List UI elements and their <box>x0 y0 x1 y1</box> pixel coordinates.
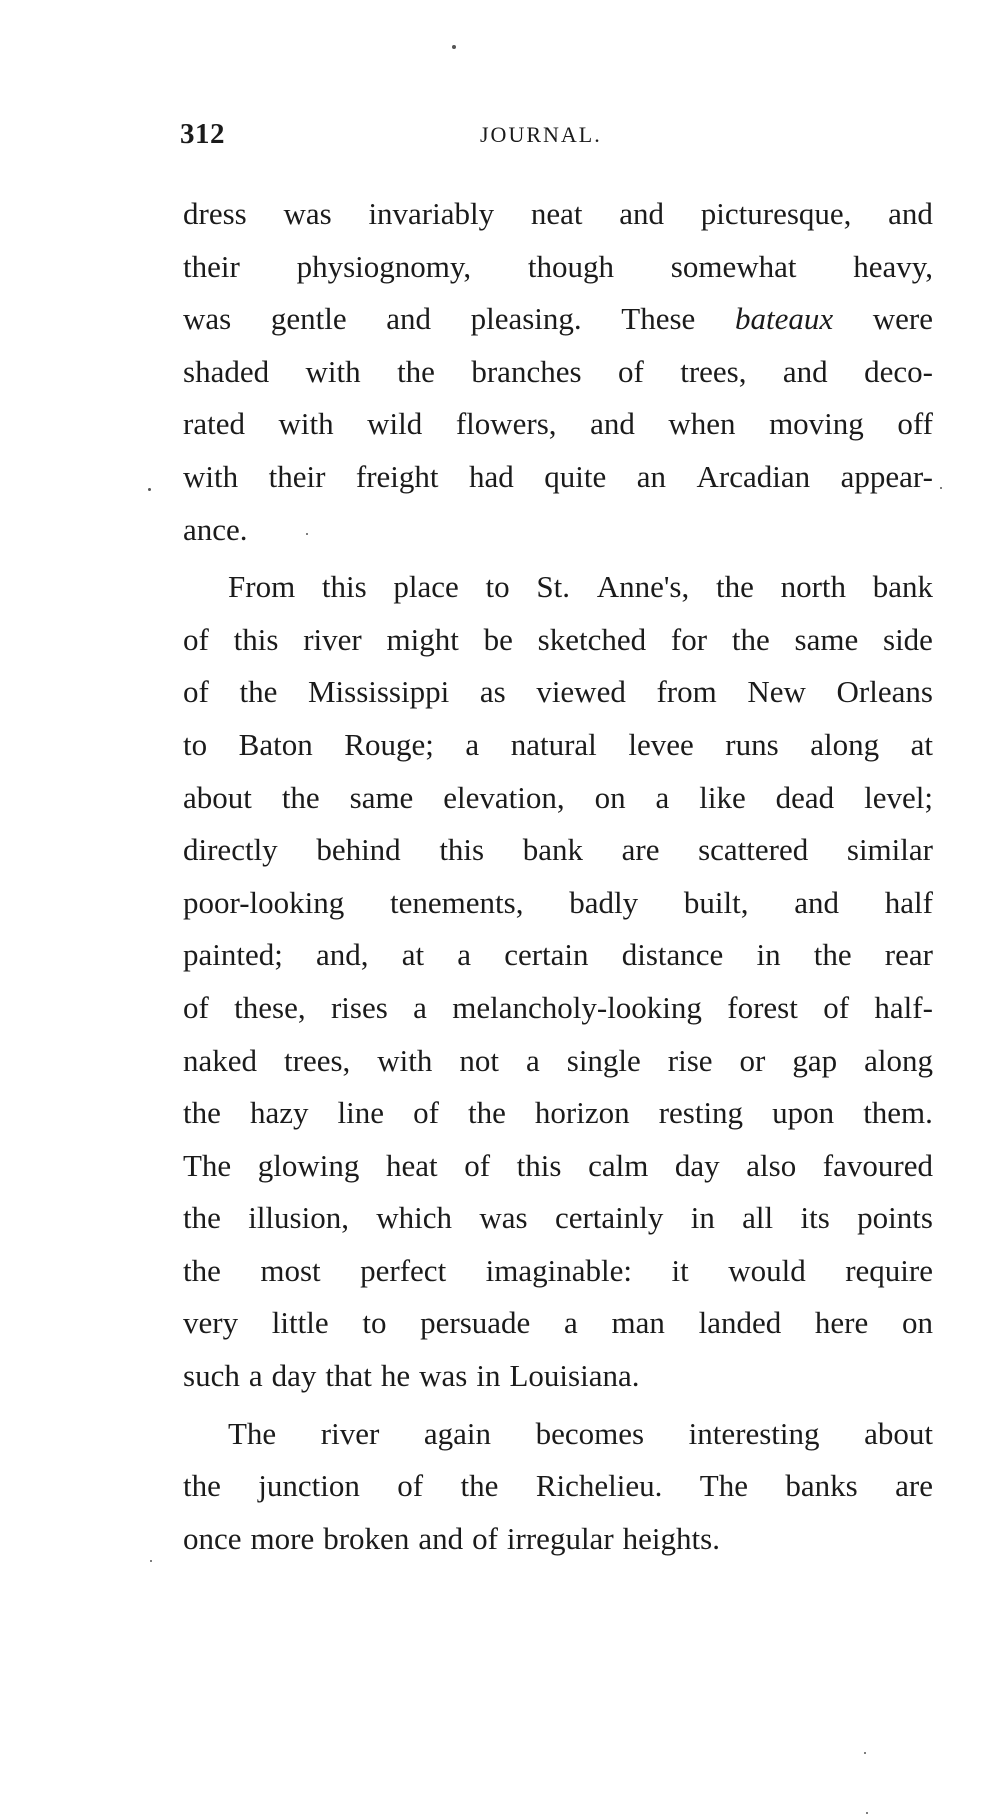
word: in <box>690 1200 715 1236</box>
text-line <box>183 1035 933 1088</box>
word: picturesque, <box>700 196 852 231</box>
word: resting <box>658 1095 744 1131</box>
text-line <box>183 1460 933 1513</box>
paragraph <box>183 561 933 1403</box>
word: rises <box>330 989 388 1025</box>
word: which <box>376 1200 453 1236</box>
word: invariably <box>368 196 495 231</box>
word: and <box>782 353 828 389</box>
word: deco- <box>864 353 933 389</box>
word: moving <box>769 406 864 442</box>
word: was <box>183 301 232 337</box>
text-line <box>183 1192 933 1245</box>
word: of <box>413 1095 439 1131</box>
word: with <box>278 406 334 442</box>
text-line <box>183 666 933 719</box>
word: landed <box>698 1305 782 1341</box>
word: branches <box>471 353 582 389</box>
text-line <box>183 1245 933 1298</box>
word: for <box>670 621 708 657</box>
word: in <box>476 1358 501 1394</box>
word: gentle <box>270 301 347 337</box>
word: half- <box>874 989 933 1025</box>
word: place <box>393 569 459 605</box>
word: Richelieu. <box>535 1468 663 1504</box>
word: New <box>747 674 806 710</box>
word: a <box>457 937 472 973</box>
text-line <box>183 1408 933 1461</box>
word: rear <box>884 937 933 973</box>
word: a <box>526 1042 540 1078</box>
word: the <box>715 569 754 605</box>
word: favoured <box>822 1147 933 1183</box>
word: calm <box>588 1147 649 1183</box>
word: was <box>419 1358 468 1394</box>
text-line <box>183 929 933 982</box>
word: of <box>183 989 209 1025</box>
word: once <box>183 1520 242 1556</box>
word: with <box>377 1042 433 1078</box>
word: broken <box>323 1520 410 1556</box>
running-head: JOURNAL. <box>480 122 602 147</box>
word: river <box>303 621 362 657</box>
text-line <box>183 1297 933 1350</box>
word: sketched <box>537 621 647 657</box>
word: in <box>756 937 781 973</box>
word: river <box>320 1415 380 1451</box>
text-line <box>183 398 933 451</box>
word: the <box>281 779 320 815</box>
word: would <box>728 1252 806 1288</box>
word: Orleans <box>836 674 933 710</box>
word: From <box>228 569 296 605</box>
word: similar <box>846 832 933 868</box>
word: this <box>233 621 279 657</box>
word: when <box>668 406 736 442</box>
word: The <box>699 1468 748 1504</box>
word: Louisiana. <box>509 1358 640 1394</box>
word: about <box>183 779 252 815</box>
word: or <box>739 1042 766 1078</box>
word: and <box>418 1520 464 1556</box>
text-line <box>183 1513 933 1566</box>
word: them. <box>863 1095 933 1131</box>
word: line <box>337 1095 385 1131</box>
word: are <box>895 1468 933 1504</box>
word: rated <box>183 406 245 442</box>
scan-speck <box>864 1752 866 1754</box>
word: wild <box>367 406 423 442</box>
word: neat <box>530 196 583 231</box>
word: about <box>864 1415 933 1451</box>
word: quite <box>544 458 607 494</box>
word: of <box>183 621 209 657</box>
word: the <box>183 1095 221 1131</box>
word: trees, <box>284 1042 351 1078</box>
word: runs <box>725 726 779 762</box>
word: from <box>656 674 717 710</box>
word: of <box>823 989 850 1025</box>
scan-speck <box>940 487 942 489</box>
word: tenements, <box>390 884 524 920</box>
word: their <box>268 458 326 494</box>
word: this <box>439 832 485 868</box>
text-line <box>183 451 933 504</box>
word: the <box>467 1095 506 1131</box>
word: these, <box>234 989 306 1025</box>
text-line <box>183 1140 933 1193</box>
word: this <box>321 569 367 605</box>
word: certainly <box>554 1200 664 1236</box>
word: same <box>794 621 859 657</box>
word: and <box>386 301 431 337</box>
word: day <box>674 1147 720 1183</box>
word: Baton <box>238 726 313 762</box>
word: and, <box>316 937 369 973</box>
word: ance. <box>183 511 248 547</box>
word: had <box>469 458 514 494</box>
word: not <box>459 1042 500 1078</box>
word: naked <box>183 1042 258 1078</box>
text-line <box>183 561 933 614</box>
word: their <box>183 248 240 284</box>
text-line <box>183 241 933 294</box>
word: gap <box>792 1042 838 1078</box>
word: little <box>271 1305 329 1341</box>
word: be <box>483 621 513 657</box>
word: pleasing. <box>470 301 582 337</box>
word: dead <box>775 779 835 815</box>
word: off <box>897 406 933 442</box>
word: badly <box>569 884 639 920</box>
word: hazy <box>249 1095 309 1131</box>
word: man <box>611 1305 665 1341</box>
word: most <box>260 1252 321 1288</box>
word: level; <box>864 779 933 815</box>
word: to <box>485 569 510 605</box>
word: that <box>325 1358 372 1394</box>
word: Anne's, <box>596 569 690 605</box>
word: was <box>479 1200 528 1236</box>
word: was <box>283 196 332 231</box>
word: upon <box>772 1095 835 1131</box>
word: a <box>248 1358 263 1394</box>
word: horizon <box>534 1095 630 1131</box>
word: with <box>183 458 239 494</box>
word: all <box>742 1200 774 1236</box>
word: a <box>655 779 670 815</box>
word: illusion, <box>248 1200 349 1236</box>
word: the <box>183 1200 221 1236</box>
word: bank <box>522 832 583 868</box>
word: becomes <box>535 1415 645 1451</box>
word: rise <box>667 1042 713 1078</box>
word: here <box>814 1305 869 1341</box>
text-line <box>183 504 933 557</box>
word: appear- <box>840 458 933 494</box>
word: side <box>883 621 933 657</box>
word: require <box>845 1252 933 1288</box>
word: the <box>731 621 770 657</box>
word: this <box>516 1147 562 1183</box>
word: of <box>617 353 644 389</box>
page-number: 312 <box>180 118 225 150</box>
scan-speck <box>150 1560 152 1562</box>
word: poor-looking <box>183 884 345 920</box>
word: forest <box>727 989 798 1025</box>
word: elevation, <box>443 779 565 815</box>
word: the <box>813 937 852 973</box>
word: heavy, <box>853 248 933 284</box>
word: a <box>465 726 480 762</box>
text-line <box>183 1350 933 1403</box>
word: dress <box>183 196 247 231</box>
word: more <box>250 1520 315 1556</box>
word: physiognomy, <box>296 248 472 284</box>
word: same <box>349 779 414 815</box>
word: as <box>479 674 506 710</box>
word: half <box>884 884 933 920</box>
word: day <box>271 1358 317 1394</box>
word: at <box>910 726 933 762</box>
word: behind <box>316 832 401 868</box>
word: imaginable: <box>485 1252 633 1288</box>
word: trees, <box>680 353 747 389</box>
word: junction <box>258 1468 360 1504</box>
word: bank <box>872 569 933 605</box>
word: and <box>794 884 839 920</box>
word: heat <box>386 1147 438 1183</box>
word: though <box>527 248 614 284</box>
word: and <box>619 196 665 231</box>
text-line <box>183 824 933 877</box>
word: glowing <box>257 1147 360 1183</box>
word: levee <box>628 726 694 762</box>
word: Rouge; <box>344 726 434 762</box>
word: viewed <box>536 674 626 710</box>
scan-speck <box>306 533 308 535</box>
scan-speck <box>452 45 456 49</box>
word: bateaux <box>734 301 834 337</box>
word: The <box>228 1415 277 1451</box>
word: built, <box>683 884 749 920</box>
word: to <box>183 726 208 762</box>
word: with <box>305 353 361 389</box>
word: might <box>386 621 459 657</box>
word: heights. <box>622 1520 720 1556</box>
word: at <box>401 937 425 973</box>
paragraph <box>183 188 933 556</box>
word: painted; <box>183 937 283 973</box>
word: a <box>564 1305 578 1341</box>
word: on <box>594 779 626 815</box>
word: it <box>671 1252 689 1288</box>
text-line <box>183 982 933 1035</box>
word: of <box>397 1468 424 1504</box>
text-line <box>183 877 933 930</box>
word: shaded <box>183 353 270 389</box>
word: its <box>800 1200 830 1236</box>
word: very <box>183 1305 239 1341</box>
word: Arcadian <box>696 458 811 494</box>
word: are <box>621 832 660 868</box>
word: The <box>183 1147 232 1183</box>
word: such <box>183 1358 240 1394</box>
text-line <box>183 614 933 667</box>
word: like <box>699 779 746 815</box>
text-line <box>183 346 933 399</box>
word: and <box>590 406 635 442</box>
word: banks <box>785 1468 858 1504</box>
word: along <box>864 1042 933 1078</box>
word: the <box>460 1468 499 1504</box>
word: points <box>857 1200 933 1236</box>
word: an <box>636 458 667 494</box>
word: the <box>183 1468 221 1504</box>
word: of <box>183 674 209 710</box>
word: single <box>566 1042 641 1078</box>
word: the <box>239 674 278 710</box>
word: directly <box>183 832 278 868</box>
word: perfect <box>360 1252 447 1288</box>
word: the <box>183 1252 221 1288</box>
word: irregular <box>506 1520 614 1556</box>
word: certain <box>504 937 589 973</box>
word: natural <box>510 726 597 762</box>
text-line <box>183 1087 933 1140</box>
word: the <box>397 353 435 389</box>
word: somewhat <box>670 248 797 284</box>
word: along <box>810 726 880 762</box>
word: a <box>413 989 427 1025</box>
word: freight <box>355 458 439 494</box>
word: St. <box>536 569 570 605</box>
word: again <box>423 1415 492 1451</box>
body-text <box>183 188 933 1565</box>
word: Mississippi <box>307 674 450 710</box>
scan-speck <box>148 488 151 491</box>
word: on <box>901 1305 933 1341</box>
word: of <box>472 1520 498 1556</box>
word: also <box>746 1147 797 1183</box>
word: he <box>380 1358 411 1394</box>
word: were <box>872 301 933 337</box>
text-line <box>183 293 933 346</box>
word: flowers, <box>455 406 557 442</box>
text-line <box>183 772 933 825</box>
word: interesting <box>688 1415 820 1451</box>
word: distance <box>621 937 724 973</box>
text-line <box>183 719 933 772</box>
word: of <box>464 1147 491 1183</box>
word: north <box>780 569 846 605</box>
word: melancholy-looking <box>452 989 702 1025</box>
word: to <box>362 1305 387 1341</box>
word: and <box>888 196 933 231</box>
text-line <box>183 188 933 241</box>
word: persuade <box>420 1305 531 1341</box>
word: scattered <box>698 832 809 868</box>
paragraph <box>183 1408 933 1566</box>
word: These <box>621 301 696 337</box>
page-header <box>180 118 935 158</box>
